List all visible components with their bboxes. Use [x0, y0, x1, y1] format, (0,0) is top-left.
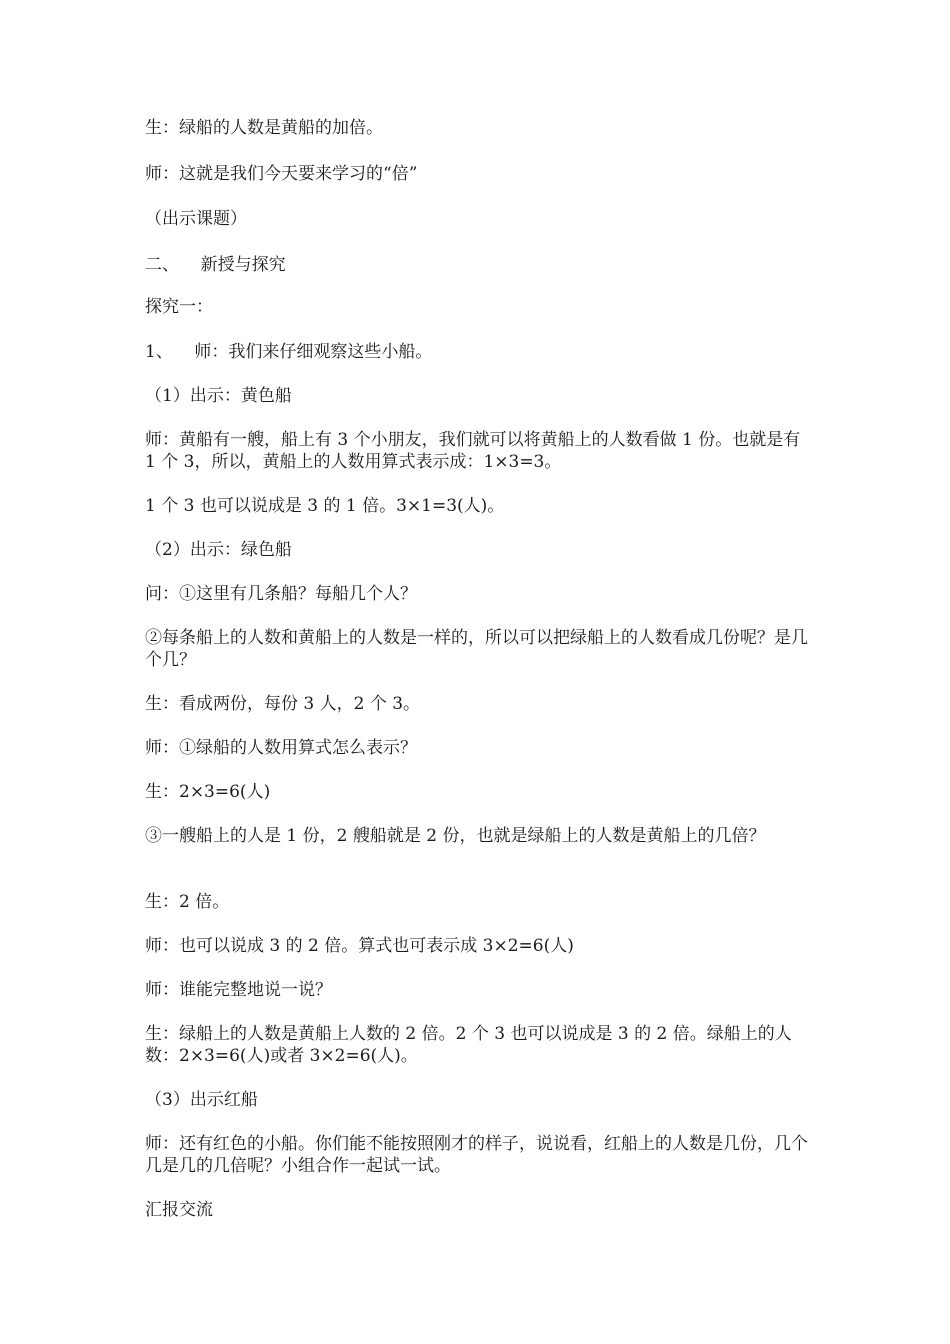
- paragraph-student-two-times: 生：2 倍。: [145, 892, 230, 912]
- paragraph-question-boats: 问：①这里有几条船？每船几个人？: [145, 584, 417, 604]
- subheading-exploration-one: 探究一：: [145, 297, 213, 317]
- paragraph-teacher-intro-bei: 师：这就是我们今天要来学习的“倍”: [145, 164, 418, 184]
- paragraph-show-yellow-boat: （1）出示：黄色船: [145, 386, 292, 406]
- paragraph-student-two-parts: 生：看成两份，每份 3 人，2 个 3。: [145, 694, 421, 714]
- paragraph-show-red-boat: （3）出示红船: [145, 1090, 258, 1110]
- paragraph-student-formula: 生：2×3=6(人): [145, 782, 271, 802]
- paragraph-red-boat-task: 师：还有红色的小船。你们能不能按照刚才的样子，说说看，红船上的人数是几份，几个几是几的几倍呢？小组合作一起试一试。: [145, 1134, 808, 1176]
- paragraph-report-exchange: 汇报交流: [145, 1200, 213, 1220]
- paragraph-teacher-alt-formula: 师：也可以说成 3 的 2 倍。算式也可表示成 3×2=6(人): [145, 936, 574, 956]
- paragraph-show-topic: （出示课题）: [145, 209, 247, 229]
- paragraph-teacher-ask-summary: 师：谁能完整地说一说？: [145, 980, 332, 1000]
- paragraph-one-times-three: 1 个 3 也可以说成是 3 的 1 倍。3×1=3(人)。: [145, 496, 505, 516]
- section-heading-new-lesson: 二、 新授与探究: [145, 255, 286, 275]
- paragraph-student-summary: 生：绿船上的人数是黄船上人数的 2 倍。2 个 3 也可以说成是 3 的 2 倍。绿船上的人数：2×3=6(人)或者 3×2=6(人)。: [145, 1024, 792, 1066]
- paragraph-show-green-boat: （2）出示：绿色船: [145, 540, 292, 560]
- paragraph-teacher-formula: 师：①绿船的人数用算式怎么表示？: [145, 738, 417, 758]
- paragraph-student-green-boat: 生：绿船的人数是黄船的加倍。: [145, 118, 383, 138]
- paragraph-observe-boats: 1、 师：我们来仔细观察这些小船。: [145, 342, 433, 362]
- paragraph-yellow-boat-explain: 师：黄船有一艘，船上有 3 个小朋友，我们就可以将黄船上的人数看做 1 份。也就是有 1 个 3，所以，黄船上的人数用算式表示成：1×3=3。: [145, 430, 806, 472]
- paragraph-question-multiple: ③一艘船上的人是 1 份，2 艘船就是 2 份，也就是绿船上的人数是黄船上的几倍？: [145, 826, 766, 846]
- paragraph-question-parts: ②每条船上的人数和黄船上的人数是一样的，所以可以把绿船上的人数看成几份呢？是几个几？: [145, 628, 808, 670]
